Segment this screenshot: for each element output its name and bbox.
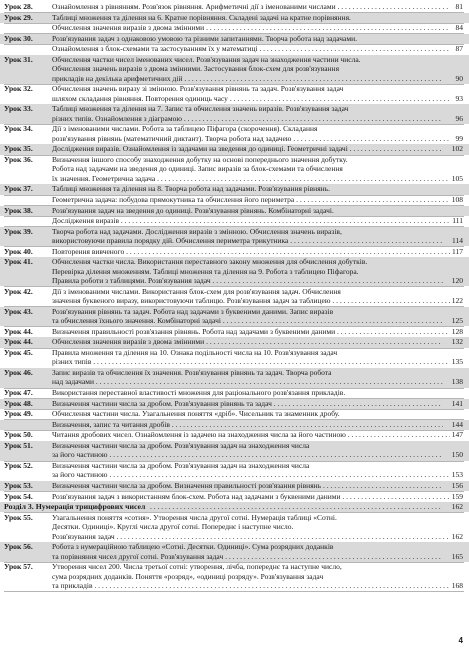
toc-entry [0, 481, 469, 491]
lesson-title-line: Таблиці множення та ділення на 8. Творча робота над задачами. Розв'язування рівнянь. [52, 184, 330, 194]
page-ref: 162 [443, 502, 463, 511]
lesson-label: Урок 56. [4, 542, 33, 552]
toc-entry [0, 124, 469, 144]
lesson-title-line: Визначення правильності розв'язання рівнянь. Робота над задачами з буквеними даними . . . [52, 327, 450, 336]
toc-entry [0, 23, 469, 33]
lesson-title-line: значення буквеного виразу, використовуючи таблицю. Розв'язування задач за таблицею . . . [52, 296, 450, 305]
page-number: 4 [458, 636, 463, 645]
toc-entry [0, 144, 469, 154]
toc-entry [0, 388, 469, 398]
lesson-title-line: Обчислення значень виразу зі змінною. Розв'язування рівнянь та задач. Розв'язування задач [52, 84, 344, 94]
lesson-label: Урок 33. [4, 104, 33, 114]
page-ref: 117 [452, 246, 463, 256]
page-ref: 132 [443, 337, 463, 346]
lesson-title-line: Ознайомлення з рівнянням. Розв'язок рівняння. Арифметичні дії з іменованими числами . . . [52, 2, 450, 11]
toc-entry [0, 227, 469, 247]
lesson-label: Урок 46. [4, 368, 33, 377]
lesson-title-line: та порівняння чисел другої сотні. Розв'язування задач . . . [52, 552, 450, 561]
page-ref: 84 [455, 23, 463, 33]
lesson-label: Урок 53. [4, 481, 33, 490]
lesson-label: Урок 34. [4, 124, 33, 134]
lesson-title-line: Таблиці множення та ділення на 6. Кратне порівняння. Складені задачі на кратне порівняння. [52, 12, 351, 22]
page-ref: 147 [451, 430, 463, 440]
lesson-title-line: Дії з іменованими числами. Робота за таблицею Піфагора (скорочення). Складання [52, 124, 318, 134]
lesson-label: Урок 42. [4, 286, 33, 296]
lesson-label: Урок 30. [4, 33, 33, 43]
toc-entry [0, 337, 469, 347]
page-ref: 90 [443, 74, 463, 83]
lesson-label: Урок 39. [4, 226, 33, 236]
toc-entry [0, 368, 469, 388]
lesson-title-line: Утворення чисел 200. Числа третьої сотні: утворення, лічба, попереднє та наступне число, [52, 562, 342, 572]
lesson-title-line: Визначення, запис та читання дробів . . . [52, 420, 450, 429]
lesson-title-line: Повторення вивченого . . . [52, 247, 450, 256]
lesson-title-line: Творча робота над задачами. Дослідження виразів з змінною. Обчислення значень виразів, [52, 226, 342, 236]
lesson-title-line: над задачами . . . [52, 377, 450, 386]
dot-leader [150, 502, 450, 511]
lesson-title-line: Обчислення значення виразів з двома змінними . . . [52, 337, 450, 346]
lesson-label: Урок 54. [4, 491, 33, 501]
toc-entry [0, 461, 469, 481]
page-ref: 138 [443, 377, 463, 386]
lesson-title-line: Робота з нумераційною таблицею «Сотні. Десятки. Одиниці». Сума розрядних доданків [52, 542, 334, 552]
lesson-label: Урок 49. [4, 409, 33, 419]
lesson-label: Урок 31. [4, 55, 33, 64]
lesson-label: Урок 35. [4, 144, 33, 154]
lesson-title-line: Розв'язування рівнянь та задач. Робота над задачами з буквеними даними. Запис виразів [52, 306, 334, 316]
lesson-label: Урок 51. [4, 441, 33, 450]
page-ref: 114 [443, 236, 463, 245]
page-ref: 87 [455, 44, 463, 54]
lesson-label: Урок 48. [4, 398, 33, 408]
lesson-title-line: Обчислення частки чисел іменованих чисел. Розв'язування задач на знаходження частини числа. [52, 55, 361, 64]
lesson-title-line: та обчислення їхнього значення. Комбінаторні задачі . . . [52, 316, 450, 325]
lesson-title-line: Розв'язування задач на зведення до одиниці. Розв'язування рівнянь. Комбінаторні задачі. [52, 205, 334, 215]
toc-entry [0, 542, 469, 562]
page-ref: 125 [443, 316, 463, 325]
lesson-title-line: за його частиною . . . [52, 450, 450, 459]
page-ref: 168 [451, 580, 463, 590]
lesson-label: Урок 28. [4, 2, 33, 11]
page-ref: 162 [451, 531, 463, 541]
toc-entry [0, 2, 469, 12]
toc-entry [0, 44, 469, 54]
lesson-title-line: Обчислення частки числа. Використання переставного закону множення для обчислення добутків. [52, 257, 368, 267]
lesson-label: Урок 37. [4, 184, 33, 194]
page-ref: 150 [443, 450, 463, 459]
toc-entry [0, 492, 469, 502]
toc-entry [0, 327, 469, 337]
page-ref: 102 [443, 144, 463, 153]
lesson-title-line: Обчислення частини числа. Узагальнення поняття «дріб». Чисельник та знаменник дробу. [52, 409, 340, 419]
toc-entry [0, 13, 469, 23]
section-title: Розділ 3. Нумерація трицифрових чисел [4, 502, 146, 512]
lesson-title-line: Використання переставної властивості множення для раціонального розв'язання прикладів. [52, 388, 346, 397]
lesson-title-line: шляхом складання рівняння. Повторення одиниць часу . . . [52, 94, 450, 103]
page-ref: 93 [455, 93, 463, 103]
lesson-title-line: Дослідження виразів. Ознайомлення із задачами на зведення до одиниці. Геометричні задачі . . . [52, 144, 450, 153]
lesson-label: Урок 44. [4, 326, 33, 336]
lesson-title-line: Запис виразів та обчислення їх значення. Розв'язування рівнянь та задач. Творча робота [52, 368, 332, 377]
page-ref: 108 [451, 195, 463, 204]
toc-entry [0, 84, 469, 104]
lesson-title-line: та прикладів . . . [52, 581, 450, 590]
page-ref: 99 [455, 133, 463, 143]
toc-entry [0, 257, 469, 286]
page-ref: 153 [451, 470, 463, 480]
toc-entry [0, 307, 469, 327]
page-ref: 159 [451, 491, 463, 501]
lesson-title-line: Узагальнення поняття «сотня». Утворення числа другої сотні. Нумерація таблиці «Сотні. [52, 512, 337, 522]
lesson-title-line: Розв'язування задач з використанням блок-схем. Робота над задачами з буквеними даними . . . [52, 492, 450, 501]
lesson-title-line: Розв'язування задач з однаковою умовою та різними запитаннями. Творча робота над задачами. [52, 33, 357, 43]
row-divider [4, 591, 464, 592]
toc-entry [0, 155, 469, 184]
page-ref: 122 [451, 296, 463, 306]
lesson-label: Урок 55. [4, 512, 33, 522]
lesson-label: Урок 41. [4, 257, 33, 267]
toc-entry [0, 34, 469, 44]
page-ref: 120 [443, 276, 463, 285]
lesson-title-line: Перевірка ділення множенням. Таблиці множення та ділення на 9. Робота з таблицею Піфагора. [52, 266, 359, 276]
lesson-title-line: Дії з іменованими числами. Використання блок-схем для розв'язування задач. Обчислення [52, 286, 341, 296]
lesson-title-line: Розв'язування задач . . . [52, 532, 450, 541]
lesson-title-line: розв'язування рівнянь (математичний диктант). Творча робота над задачею . . . [52, 134, 450, 143]
toc-entry [0, 247, 469, 257]
toc-entry [0, 206, 469, 216]
lesson-title-line: Визначення частини числа за дробом. Визначення правильності розв'язання рівнянь . . . [52, 481, 450, 490]
toc-entry [0, 195, 469, 205]
lesson-title-line: Читання дробових чисел. Ознайомлення із задачею на знаходження числа за його частиною . . . [52, 430, 450, 439]
lesson-title-line: Визначення частини числа за дробом. Розв'язування задач на знаходження числа [52, 441, 310, 450]
lesson-title-line: Визначення іншого способу знаходження добутку на основі попереднього значення добутку. [52, 155, 348, 164]
lesson-title-line: використовуючи правила порядку дій. Обчислення периметра трикутника . . . [52, 236, 450, 245]
lesson-label: Урок 43. [4, 306, 33, 316]
lesson-label: Урок 38. [4, 205, 33, 215]
lesson-label: Урок 32. [4, 84, 33, 94]
lesson-label: Урок 40. [4, 246, 33, 256]
page-ref: 96 [443, 114, 463, 123]
lesson-title-line: різних типів . . . [52, 357, 450, 366]
lesson-title-line: їх значення. Геометрична задача . . . [52, 174, 450, 183]
page-ref: 111 [452, 216, 463, 226]
lesson-label: Урок 36. [4, 155, 33, 164]
lesson-title-line: Обчислення значень виразів з двома змінними. Застосування блок-схем для розв'язування [52, 64, 340, 74]
page-ref: 165 [443, 552, 463, 561]
lesson-title-line: сума розрядних доданків. Поняття «розряд», «одиниці розряду». Розв'язування задач [52, 571, 324, 581]
lesson-title-line: різних типів. Ознайомлення з діаграмою . . . [52, 114, 450, 123]
lesson-title-line: прикладів на декілька арифметичних дій . . . [52, 74, 450, 83]
lesson-label: Урок 50. [4, 430, 33, 440]
toc-entry [0, 399, 469, 409]
toc-entry [0, 409, 469, 419]
toc-entry [0, 216, 469, 226]
lesson-label: Урок 47. [4, 388, 33, 397]
toc-entry [0, 348, 469, 368]
lesson-title-line: Правила множення та ділення на 10. Ознака подільності числа на 10. Розв'язування задач [52, 348, 338, 357]
toc-entry [0, 562, 469, 591]
lesson-title-line: Таблиці множення та ділення на 7. Запис та обчислення значень виразів. Розв'язування задач [52, 104, 349, 114]
lesson-title-line: Десятки. Одиниці». Круглі числа другої сотні. Попереднє і наступне число. [52, 522, 294, 532]
lesson-title-line: Геометрична задача: побудова прямокутника та обчислення його периметра . . . [52, 195, 450, 204]
toc-entry [0, 420, 469, 430]
page-ref: 128 [451, 326, 463, 336]
toc-entry [0, 513, 469, 542]
lesson-title-line: Правила роботи з таблицями. Розв'язування задач . . . [52, 276, 450, 285]
toc-entry [0, 441, 469, 461]
page-ref: 144 [443, 420, 463, 429]
page-ref: 141 [443, 399, 463, 408]
page-ref: 156 [443, 481, 463, 490]
page-ref: 135 [451, 357, 463, 367]
toc-entry [0, 287, 469, 307]
page-ref: 81 [455, 2, 463, 11]
toc-entry [0, 184, 469, 194]
lesson-title-line: Дослідження виразів . . . [52, 216, 450, 225]
toc-entry [0, 104, 469, 124]
lesson-label: Урок 52. [4, 461, 33, 470]
lesson-label: Урок 57. [4, 562, 33, 572]
lesson-title-line: Робота над задачами на зведення до одиниці. Запис виразів за блок-схемами та обчислення [52, 164, 343, 174]
toc-entry [0, 55, 469, 84]
lesson-title-line: Обчислення значення виразів з двома змінними . . . [52, 23, 450, 32]
lesson-title-line: Визначення частини числа за дробом. Розв'язування задач на знаходження числа [52, 461, 310, 470]
lesson-label: Урок 45. [4, 348, 33, 357]
lesson-label: Урок 29. [4, 12, 33, 22]
section-heading [0, 502, 469, 512]
lesson-label: Урок 44. [4, 337, 33, 347]
lesson-title-line: Ознайомлення з блок-схемами та застосуванням їх у математиці . . . [52, 44, 450, 53]
lesson-title-line: Визначення частини числа за дробом. Розв'язування рівнянь та задач . . . [52, 399, 450, 408]
page-ref: 105 [451, 173, 463, 183]
lesson-title-line: за його частиною . . . [52, 470, 450, 479]
toc-entry [0, 430, 469, 440]
